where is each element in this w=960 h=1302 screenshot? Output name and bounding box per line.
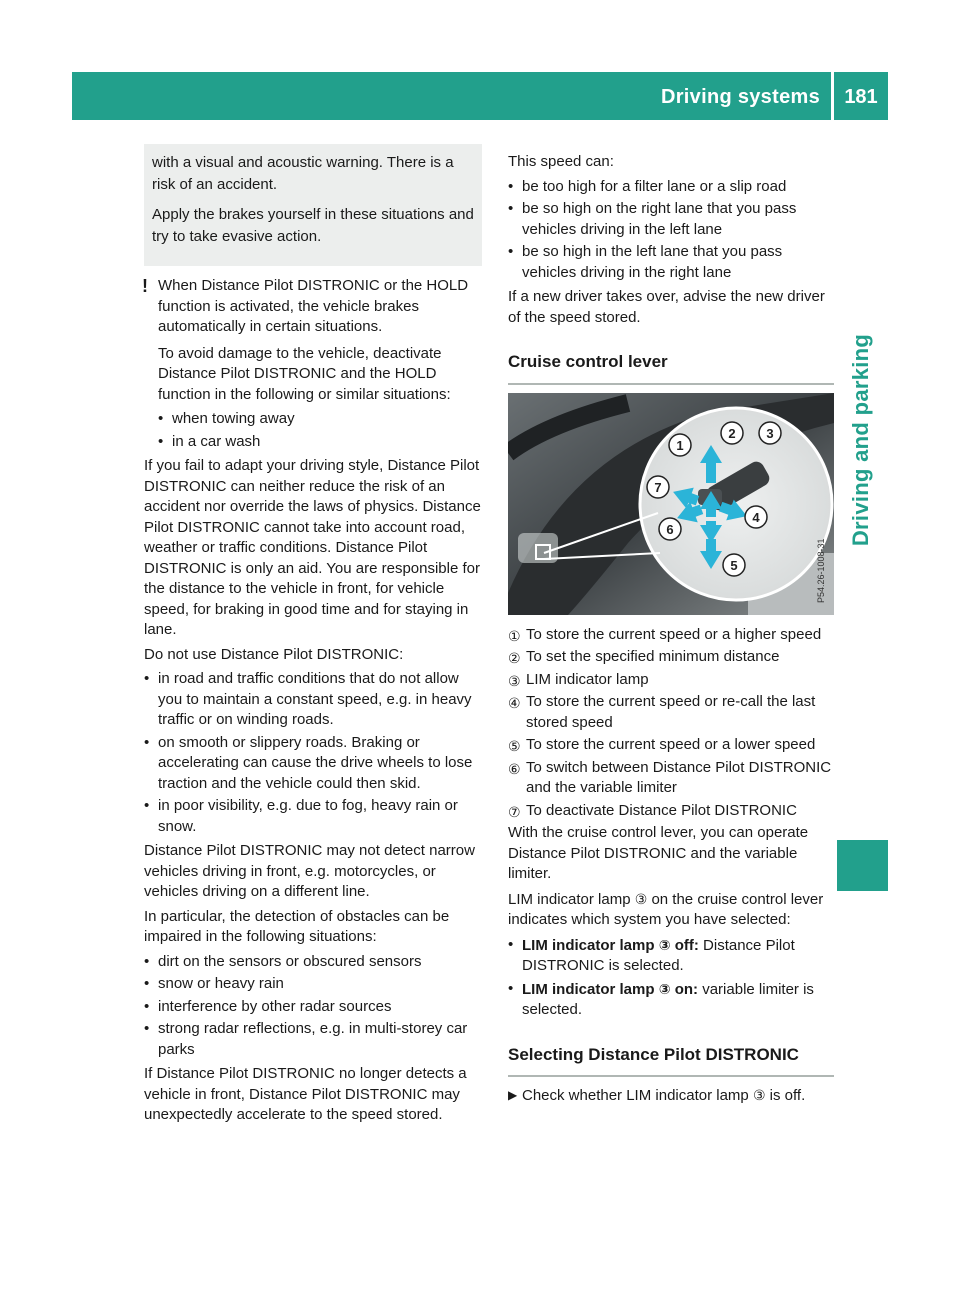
callout-2: 2: [728, 425, 736, 441]
paragraph: Do not use Distance Pilot DISTRONIC:: [144, 645, 404, 663]
arrow-right-icon: ▶: [508, 1088, 518, 1102]
list-item: • LIM indicator lamp ③ off: Distance Pilot DISTRONIC is selected.: [508, 935, 795, 974]
bullet-list: [144, 669, 482, 837]
paragraph: In particular, the detection of obstacles can be impaired in the following situations:: [144, 907, 450, 945]
bullet-icon: •: [508, 979, 514, 997]
list-item: • snow or heavy rain: [144, 974, 482, 995]
list-item: • be so high on the right lane that you pass vehicles driving in the left lane: [508, 200, 797, 238]
list-item: • on smooth or slippery roads. Braking or accelerating can cause the drive wheels to lose traction and the vehicle could then skid.: [144, 733, 473, 792]
bullet-icon: •: [508, 177, 514, 195]
exclamation-icon: !: [142, 276, 148, 296]
legend-item: ① To store the current speed or a higher speed: [508, 625, 822, 644]
list-item: • in road and traffic conditions that do not allow you to maintain a constant speed, e.g. in heavy traffic or on winding roads.: [144, 670, 472, 728]
legend-item: ③ LIM indicator lamp: [508, 670, 649, 689]
list-item: • be too high for a filter lane or a slip road: [508, 177, 834, 198]
bullet-icon: •: [144, 670, 150, 687]
list-item: • be so high in the left lane that you pass vehicles driving in the right lane: [508, 243, 783, 281]
figure-legend: [508, 625, 834, 822]
legend-item: ⑥ To switch between Distance Pilot DISTRONIC and the variable limiter: [508, 758, 832, 796]
bullet-icon: •: [508, 935, 514, 953]
paragraph: Distance Pilot DISTRONIC may not detect narrow vehicles driving in front, e.g. motorcycles, or vehicles driving on a different line.: [144, 842, 475, 900]
step-item: ▶ Check whether LIM indicator lamp ③ is off.: [508, 1087, 806, 1104]
bullet-icon: •: [508, 200, 514, 217]
notice-bullets: [144, 409, 482, 452]
warning-text-1: with a visual and acoustic warning. There is a risk of an accident.: [152, 154, 454, 193]
header-divider: [831, 72, 834, 120]
bullet-icon: •: [144, 1020, 150, 1037]
notice-text: When Distance Pilot DISTRONIC or the HOLD function is activated, the vehicle brakes automatically in certain situations.: [158, 277, 469, 335]
side-tab-marker: [837, 840, 888, 891]
side-tab-label: Driving and parking: [847, 333, 873, 547]
warning-box: [144, 144, 482, 266]
bullet-icon: •: [144, 797, 150, 814]
callout-4: 4: [752, 509, 760, 525]
figure-code: P54.26-1008-31: [816, 537, 826, 603]
right-column: [508, 152, 834, 1107]
bullet-list: [508, 177, 834, 284]
callout-5: 5: [730, 557, 738, 573]
bullet-icon: •: [144, 952, 150, 970]
legend-item: ⑤ To store the current speed or a lower speed: [508, 736, 816, 754]
bullet-icon: •: [144, 975, 150, 992]
paragraph: This speed can:: [508, 153, 614, 170]
page-header: [72, 72, 888, 120]
list-item: • in a car wash: [144, 432, 482, 453]
cruise-control-lever-figure: [508, 393, 834, 615]
list-item: • strong radar reflections, e.g. in multi-storey car parks: [144, 1020, 468, 1058]
list-item: • interference by other radar sources: [144, 997, 482, 1018]
notice-block: [144, 276, 482, 452]
legend-item: ④ To store the current speed or re-call the last stored speed: [508, 693, 816, 731]
lever-illustration: [508, 393, 834, 615]
bullet-icon: •: [158, 410, 164, 427]
warning-text-2: Apply the brakes yourself in these situations and try to take evasive action.: [152, 206, 474, 245]
list-item: • when towing away: [144, 409, 482, 430]
paragraph: If you fail to adapt your driving style, Distance Pilot DISTRONIC can neither reduce the risk of an accident nor override the laws of physics. Distance Pilot DISTRONIC cannot take into account road, weather or traffic conditions. Distance Pilot DISTRONIC is only an aid. You are responsible for the distance to the vehicle in front, for vehicle speed, for braking in good time and for staying in lane.: [144, 457, 481, 638]
page-number: 181: [844, 86, 878, 108]
section-heading: Selecting Distance Pilot DISTRONIC: [508, 1045, 834, 1078]
lim-list: [508, 935, 834, 1021]
paragraph: If a new driver takes over, advise the new driver of the speed stored.: [508, 288, 825, 326]
section-title: Driving systems: [660, 86, 820, 108]
paragraph: LIM indicator lamp ③ on the cruise control lever indicates which system you have selected:: [508, 890, 824, 928]
left-column: [144, 152, 482, 1130]
callout-7: 7: [654, 479, 662, 495]
callout-6: 6: [666, 521, 674, 537]
bullet-icon: •: [144, 733, 150, 751]
callout-3: 3: [766, 425, 774, 441]
callout-1: 1: [676, 437, 684, 453]
legend-item: ② To set the specified minimum distance: [508, 648, 780, 666]
list-item: • dirt on the sensors or obscured sensors: [144, 952, 482, 973]
paragraph: If Distance Pilot DISTRONIC no longer detects a vehicle in front, Distance Pilot DISTRONIC may unexpectedly accelerate to the speed stored.: [144, 1065, 467, 1123]
bullet-icon: •: [144, 997, 150, 1015]
section-heading: Cruise control lever: [508, 352, 834, 385]
bullet-list: [144, 952, 482, 1061]
paragraph: With the cruise control lever, you can operate Distance Pilot DISTRONIC and the variable limiter.: [508, 824, 809, 882]
list-item: • LIM indicator lamp ③ on: variable limiter is selected.: [508, 979, 814, 1018]
bullet-icon: •: [158, 432, 164, 450]
notice-subtext: To avoid damage to the vehicle, deactivate Distance Pilot DISTRONIC and the HOLD function in the following or similar situations:: [158, 344, 451, 403]
bullet-icon: •: [508, 243, 514, 260]
list-item: • in poor visibility, e.g. due to fog, heavy rain or snow.: [144, 797, 458, 835]
legend-item: ⑦ To deactivate Distance Pilot DISTRONIC: [508, 801, 797, 820]
